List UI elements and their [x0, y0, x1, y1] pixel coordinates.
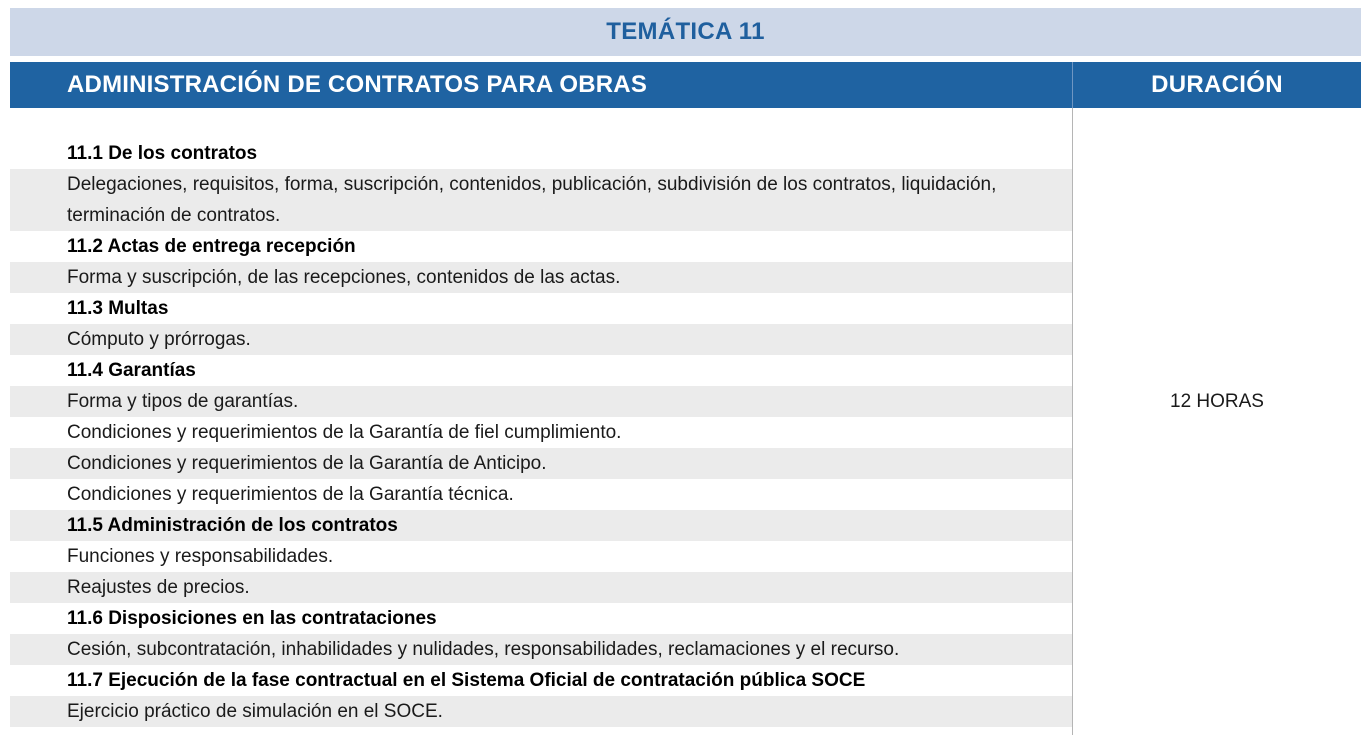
section-item: Forma y tipos de garantías. — [10, 386, 1072, 417]
section-heading: 11.5 Administración de los contratos — [10, 510, 1072, 541]
duration-header: DURACIÓN — [1151, 71, 1283, 98]
column-divider — [1072, 108, 1073, 735]
section-heading: 11.7 Ejecución de la fase contractual en el Sistema Oficial de contratación pública SOCE — [67, 670, 866, 691]
section-item: Cesión, subcontratación, inhabilidades y nulidades, responsabilidades, reclamaciones y el recurso. — [10, 634, 1072, 665]
topic-title: TEMÁTICA 11 — [10, 8, 1361, 56]
section-item: Forma y suscripción, de las recepciones, contenidos de las actas. — [10, 262, 1072, 293]
section-item: Condiciones y requerimientos de la Garantía técnica. — [67, 484, 514, 505]
section-item: Reajustes de precios. — [10, 572, 1072, 603]
section-item: Delegaciones, requisitos, forma, suscripción, contenidos, publicación, subdivisión de los contratos, liquidación, terminación de contratos. — [10, 169, 1072, 231]
section-heading: 11.6 Disposiciones en las contrataciones — [67, 608, 437, 629]
subject-header: ADMINISTRACIÓN DE CONTRATOS PARA OBRAS — [67, 71, 648, 98]
section-heading: 11.3 Multas — [67, 298, 169, 319]
section-item: Condiciones y requerimientos de la Garantía de Anticipo. — [10, 448, 1072, 479]
table-header — [10, 62, 1361, 108]
section-item: Condiciones y requerimientos de la Garantía de fiel cumplimiento. — [67, 422, 622, 443]
section-heading: 11.2 Actas de entrega recepción — [67, 236, 356, 257]
section-heading: 11.1 De los contratos — [67, 143, 258, 164]
topics-list — [10, 138, 1072, 727]
section-item: Funciones y responsabilidades. — [67, 546, 334, 567]
duration-value: 12 HORAS — [1170, 391, 1264, 412]
section-heading: 11.4 Garantías — [67, 360, 196, 381]
section-item: Cómputo y prórrogas. — [10, 324, 1072, 355]
section-item: Ejercicio práctico de simulación en el SOCE. — [10, 696, 1072, 727]
